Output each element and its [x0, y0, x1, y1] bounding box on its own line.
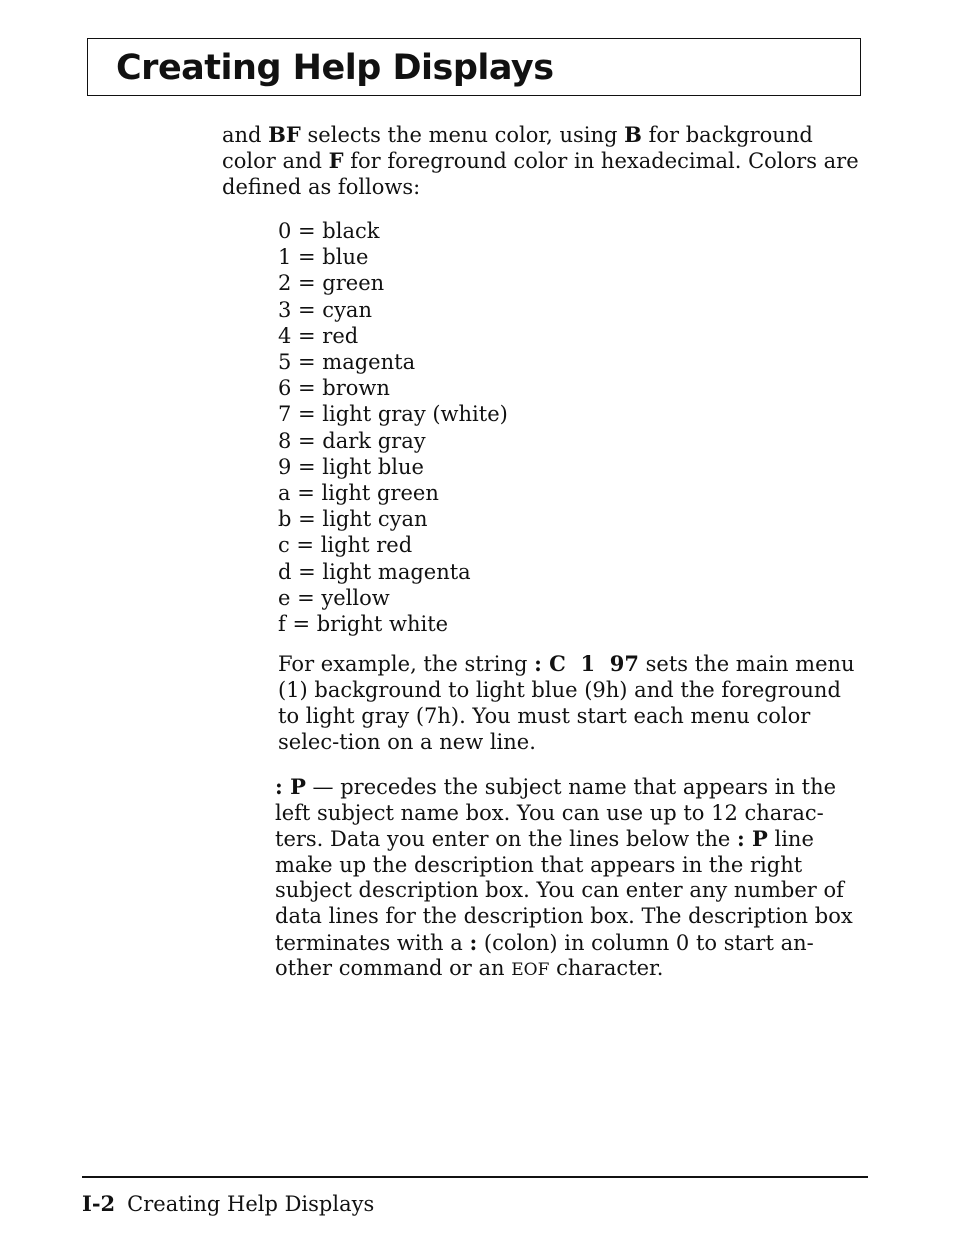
footer-rule — [82, 1176, 868, 1178]
intro-text-3: for background color and — [222, 123, 813, 173]
list-item: 8 = dark gray — [278, 428, 426, 453]
list-item: 2 = green — [278, 271, 385, 296]
header-box — [87, 38, 861, 96]
example-text-2: sets the main menu (1) background to light blue (9h) and the foreground to light gray (7h). You must start each menu color selec-tion on a new line. — [278, 652, 855, 754]
p-text-3: (colon) in column 0 to start an-other command or an — [275, 930, 814, 981]
list-item: 1 = blue — [278, 245, 369, 270]
p-text-2: line make up the description that appears in the right subject description box. You can enter any number of data lines for the description box. The description box terminates with a — [275, 827, 853, 955]
list-item: 5 = magenta — [278, 350, 416, 375]
p-command: : P — [275, 774, 306, 799]
page-number: I-2 — [82, 1191, 116, 1216]
p-text-1: — precedes the subject name that appears in the left subject name box. You can use up to 12 charac-ters. Data you enter on the lines below the — [275, 775, 837, 852]
list-item: a = light green — [278, 481, 439, 506]
footer-title: Creating Help Displays — [127, 1192, 375, 1216]
intro-text-2: selects the menu color, using — [300, 123, 625, 147]
page-title: Creating Help Displays — [116, 48, 554, 88]
colon-code: : — [469, 929, 478, 955]
list-item: d = light magenta — [278, 559, 471, 584]
example-paragraph — [278, 651, 868, 755]
example-text-1: For example, the string — [278, 652, 535, 676]
list-item: 9 = light blue — [278, 454, 424, 479]
list-item: e = yellow — [278, 585, 390, 610]
list-item: b = light cyan — [278, 507, 428, 532]
bf-code: BF — [268, 122, 301, 147]
list-item: 4 = red — [278, 323, 359, 348]
p-command-inline: : P — [736, 826, 768, 852]
eof-term: EOF — [511, 960, 550, 981]
intro-paragraph — [222, 122, 862, 200]
list-item: f = bright white — [278, 612, 449, 637]
intro-text-1: and — [222, 123, 269, 147]
page-footer — [82, 1191, 374, 1217]
list-item: c = light red — [278, 533, 413, 558]
list-item: 0 = black — [278, 219, 380, 243]
list-item: 3 = cyan — [278, 297, 372, 322]
p-text-4: character. — [549, 956, 664, 981]
example-command: : C 1 97 — [534, 651, 639, 676]
list-item: 7 = light gray (white) — [278, 402, 508, 427]
list-item: 6 = brown — [278, 376, 390, 401]
b-code: B — [624, 122, 642, 147]
f-code: F — [328, 148, 344, 173]
intro-text-4: for foreground color in hexadecimal. Colors are defined as follows: — [222, 149, 859, 199]
p-command-paragraph — [275, 774, 865, 984]
color-code-list — [278, 218, 508, 637]
